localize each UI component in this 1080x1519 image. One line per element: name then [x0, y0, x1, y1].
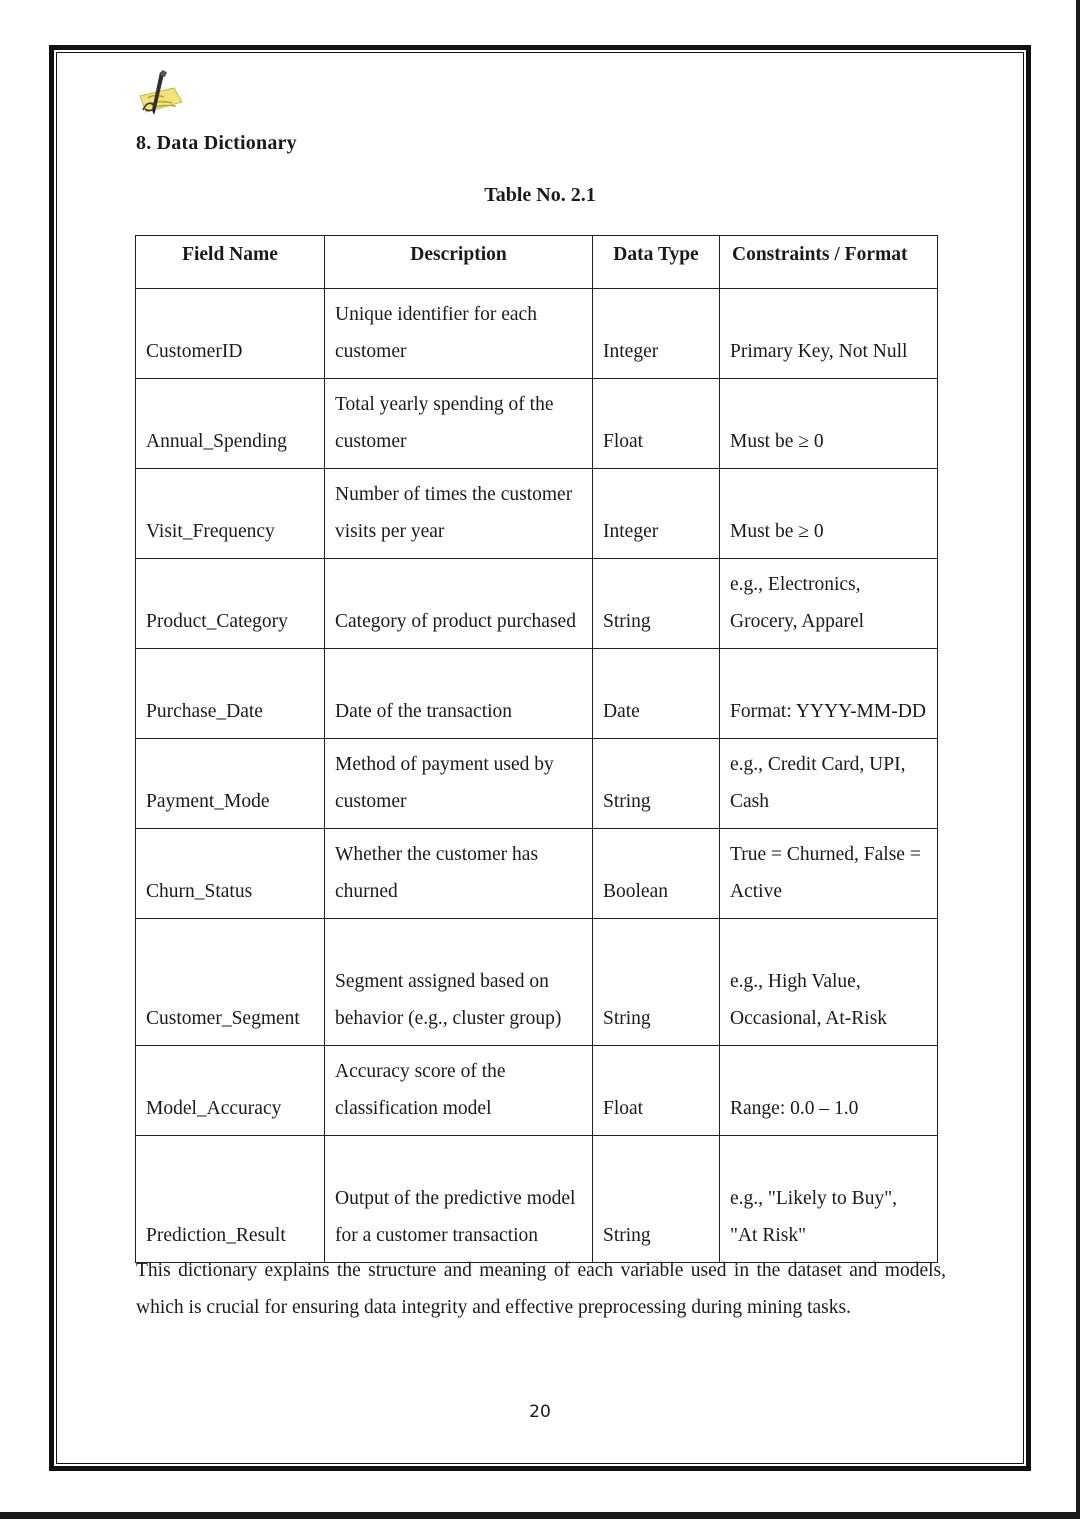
field-name-cell: Annual_Spending	[136, 379, 325, 469]
page-number: 20	[529, 1402, 551, 1422]
header-field-name: Field Name	[136, 236, 325, 289]
data-type-cell: Float	[593, 379, 720, 469]
table-row	[136, 559, 938, 649]
table-row	[136, 829, 938, 919]
constraints-cell: True = Churned, False = Active	[720, 829, 938, 919]
field-name-cell: Prediction_Result	[136, 1136, 325, 1263]
table-row	[136, 739, 938, 829]
constraints-cell: Format: YYYY-MM-DD	[720, 649, 938, 739]
data-dictionary-table	[135, 235, 938, 1263]
table-row	[136, 1046, 938, 1136]
constraints-cell: e.g., "Likely to Buy", "At Risk"	[720, 1136, 938, 1263]
data-type-cell: String	[593, 559, 720, 649]
description-cell: Accuracy score of the classification model	[325, 1046, 593, 1136]
field-name-cell: Product_Category	[136, 559, 325, 649]
scan-edge-bottom	[0, 1512, 1080, 1519]
constraints-cell: e.g., High Value, Occasional, At-Risk	[720, 919, 938, 1046]
table-caption: Table No. 2.1	[484, 184, 596, 206]
constraints-cell: Must be ≥ 0	[720, 469, 938, 559]
field-name-cell: Purchase_Date	[136, 649, 325, 739]
table-header-row	[136, 236, 938, 289]
constraints-cell: Primary Key, Not Null	[720, 289, 938, 379]
table-row	[136, 919, 938, 1046]
description-cell: Whether the customer has churned	[325, 829, 593, 919]
table-row	[136, 1136, 938, 1263]
header-description: Description	[325, 236, 593, 289]
table-row	[136, 469, 938, 559]
constraints-cell: Must be ≥ 0	[720, 379, 938, 469]
table-row	[136, 649, 938, 739]
header-data-type: Data Type	[593, 236, 720, 289]
data-type-cell: Integer	[593, 289, 720, 379]
data-type-cell: String	[593, 919, 720, 1046]
constraints-cell: e.g., Credit Card, UPI, Cash	[720, 739, 938, 829]
summary-paragraph: This dictionary explains the structure and meaning of each variable used in the dataset and models, which is crucial for ensuring data integrity and effective preprocessing during mining tasks.	[136, 1260, 946, 1318]
scan-edge-right	[1076, 0, 1080, 1519]
table-row	[136, 289, 938, 379]
field-name-cell: Payment_Mode	[136, 739, 325, 829]
constraints-cell: e.g., Electronics, Grocery, Apparel	[720, 559, 938, 649]
data-type-cell: Boolean	[593, 829, 720, 919]
table-row	[136, 379, 938, 469]
field-name-cell: Model_Accuracy	[136, 1046, 325, 1136]
pen-on-paper-icon	[134, 68, 188, 118]
data-type-cell: Date	[593, 649, 720, 739]
description-cell: Output of the predictive model for a customer transaction	[325, 1136, 593, 1263]
description-cell: Number of times the customer visits per year	[325, 469, 593, 559]
data-type-cell: String	[593, 739, 720, 829]
description-cell: Unique identifier for each customer	[325, 289, 593, 379]
field-name-cell: Churn_Status	[136, 829, 325, 919]
description-cell: Method of payment used by customer	[325, 739, 593, 829]
description-cell: Total yearly spending of the customer	[325, 379, 593, 469]
data-type-cell: String	[593, 1136, 720, 1263]
field-name-cell: Visit_Frequency	[136, 469, 325, 559]
description-cell: Category of product purchased	[325, 559, 593, 649]
data-type-cell: Float	[593, 1046, 720, 1136]
constraints-cell: Range: 0.0 – 1.0	[720, 1046, 938, 1136]
description-cell: Segment assigned based on behavior (e.g., cluster group)	[325, 919, 593, 1046]
header-constraints: Constraints / Format	[720, 236, 938, 289]
field-name-cell: Customer_Segment	[136, 919, 325, 1046]
field-name-cell: CustomerID	[136, 289, 325, 379]
section-title: 8. Data Dictionary	[136, 132, 297, 154]
data-type-cell: Integer	[593, 469, 720, 559]
description-cell: Date of the transaction	[325, 649, 593, 739]
